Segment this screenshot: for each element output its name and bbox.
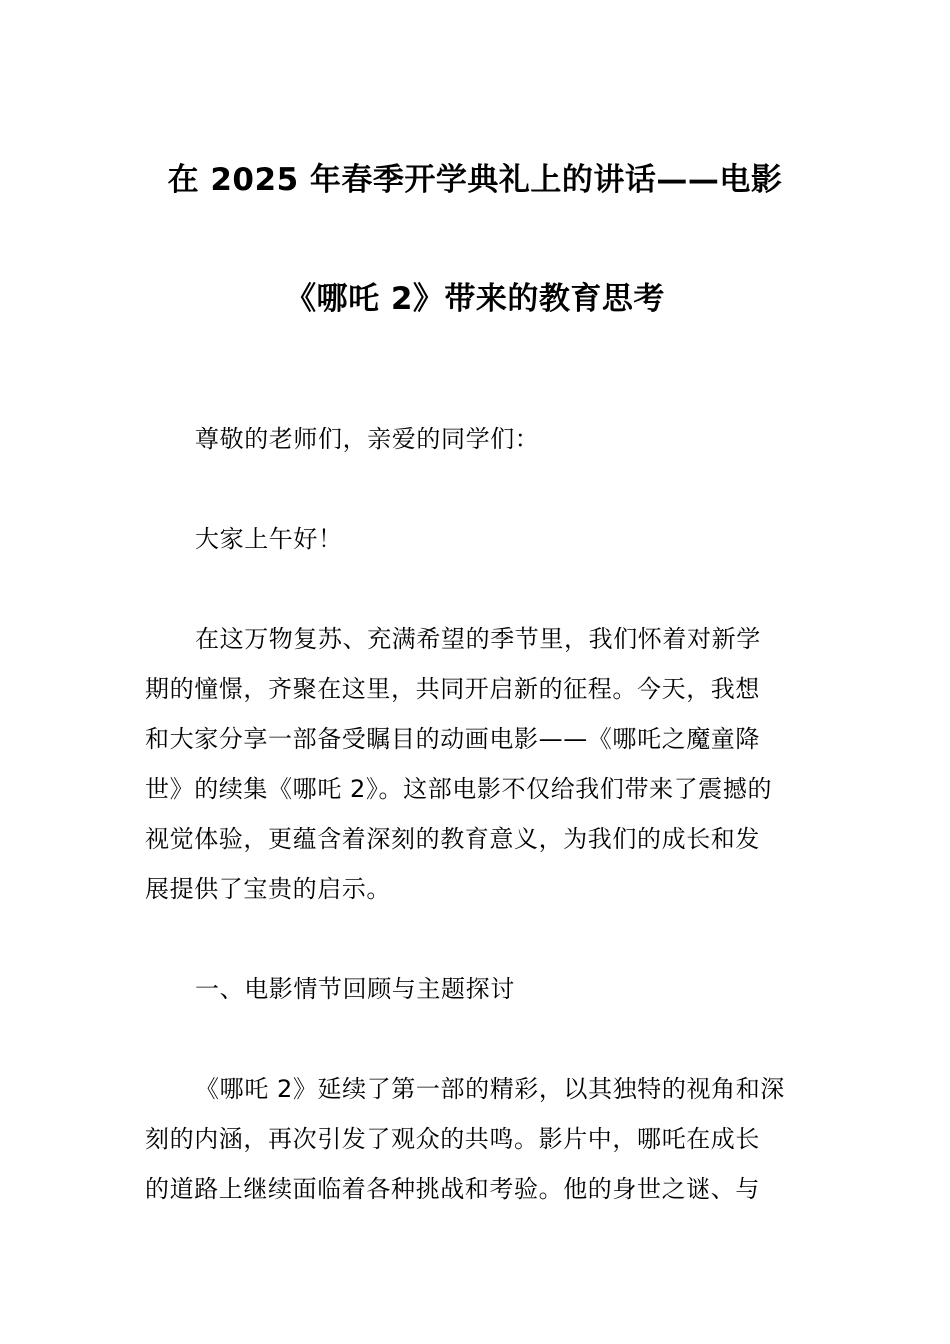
section-heading-1 [145,964,807,1014]
section-heading-text: 一、电影情节回顾与主题探讨 [195,975,515,1003]
paragraph-line: 刻的内涵，再次引发了观众的共鸣。影片中，哪吒在成长 [145,1125,760,1153]
document-title-line-2: 《哪吒 2》带来的教育思考 [285,281,665,317]
paragraph-line: 世》的续集《哪吒 2》。这部电影不仅给我们带来了震撼的 [145,775,773,803]
body-paragraph-1 [145,614,807,914]
hello-text: 大家上午好！ [195,525,343,553]
paragraph-line: 的道路上继续面临着各种挑战和考验。他的身世之谜、与 [145,1175,760,1203]
paragraph-line: 在这万物复苏、充满希望的季节里，我们怀着对新学 [195,625,761,653]
paragraph-line: 《哪吒 2》延续了第一部的精彩，以其独特的视角和深 [195,1075,785,1103]
body-paragraph-2 [145,1064,807,1214]
greeting-text: 尊敬的老师们，亲爱的同学们： [195,425,540,453]
hello-paragraph [145,514,807,564]
greeting-paragraph [145,414,807,464]
paragraph-line: 视觉体验，更蕴含着深刻的教育意义，为我们的成长和发 [145,825,760,853]
document-title-line-1: 在 2025 年春季开学典礼上的讲话——电影 [167,162,783,198]
paragraph-line: 期的憧憬，齐聚在这里，共同开启新的征程。今天，我想 [145,675,760,703]
paragraph-line: 展提供了宝贵的启示。 [145,875,391,903]
paragraph-line: 和大家分享一部备受瞩目的动画电影——《哪吒之魔童降 [145,725,760,753]
